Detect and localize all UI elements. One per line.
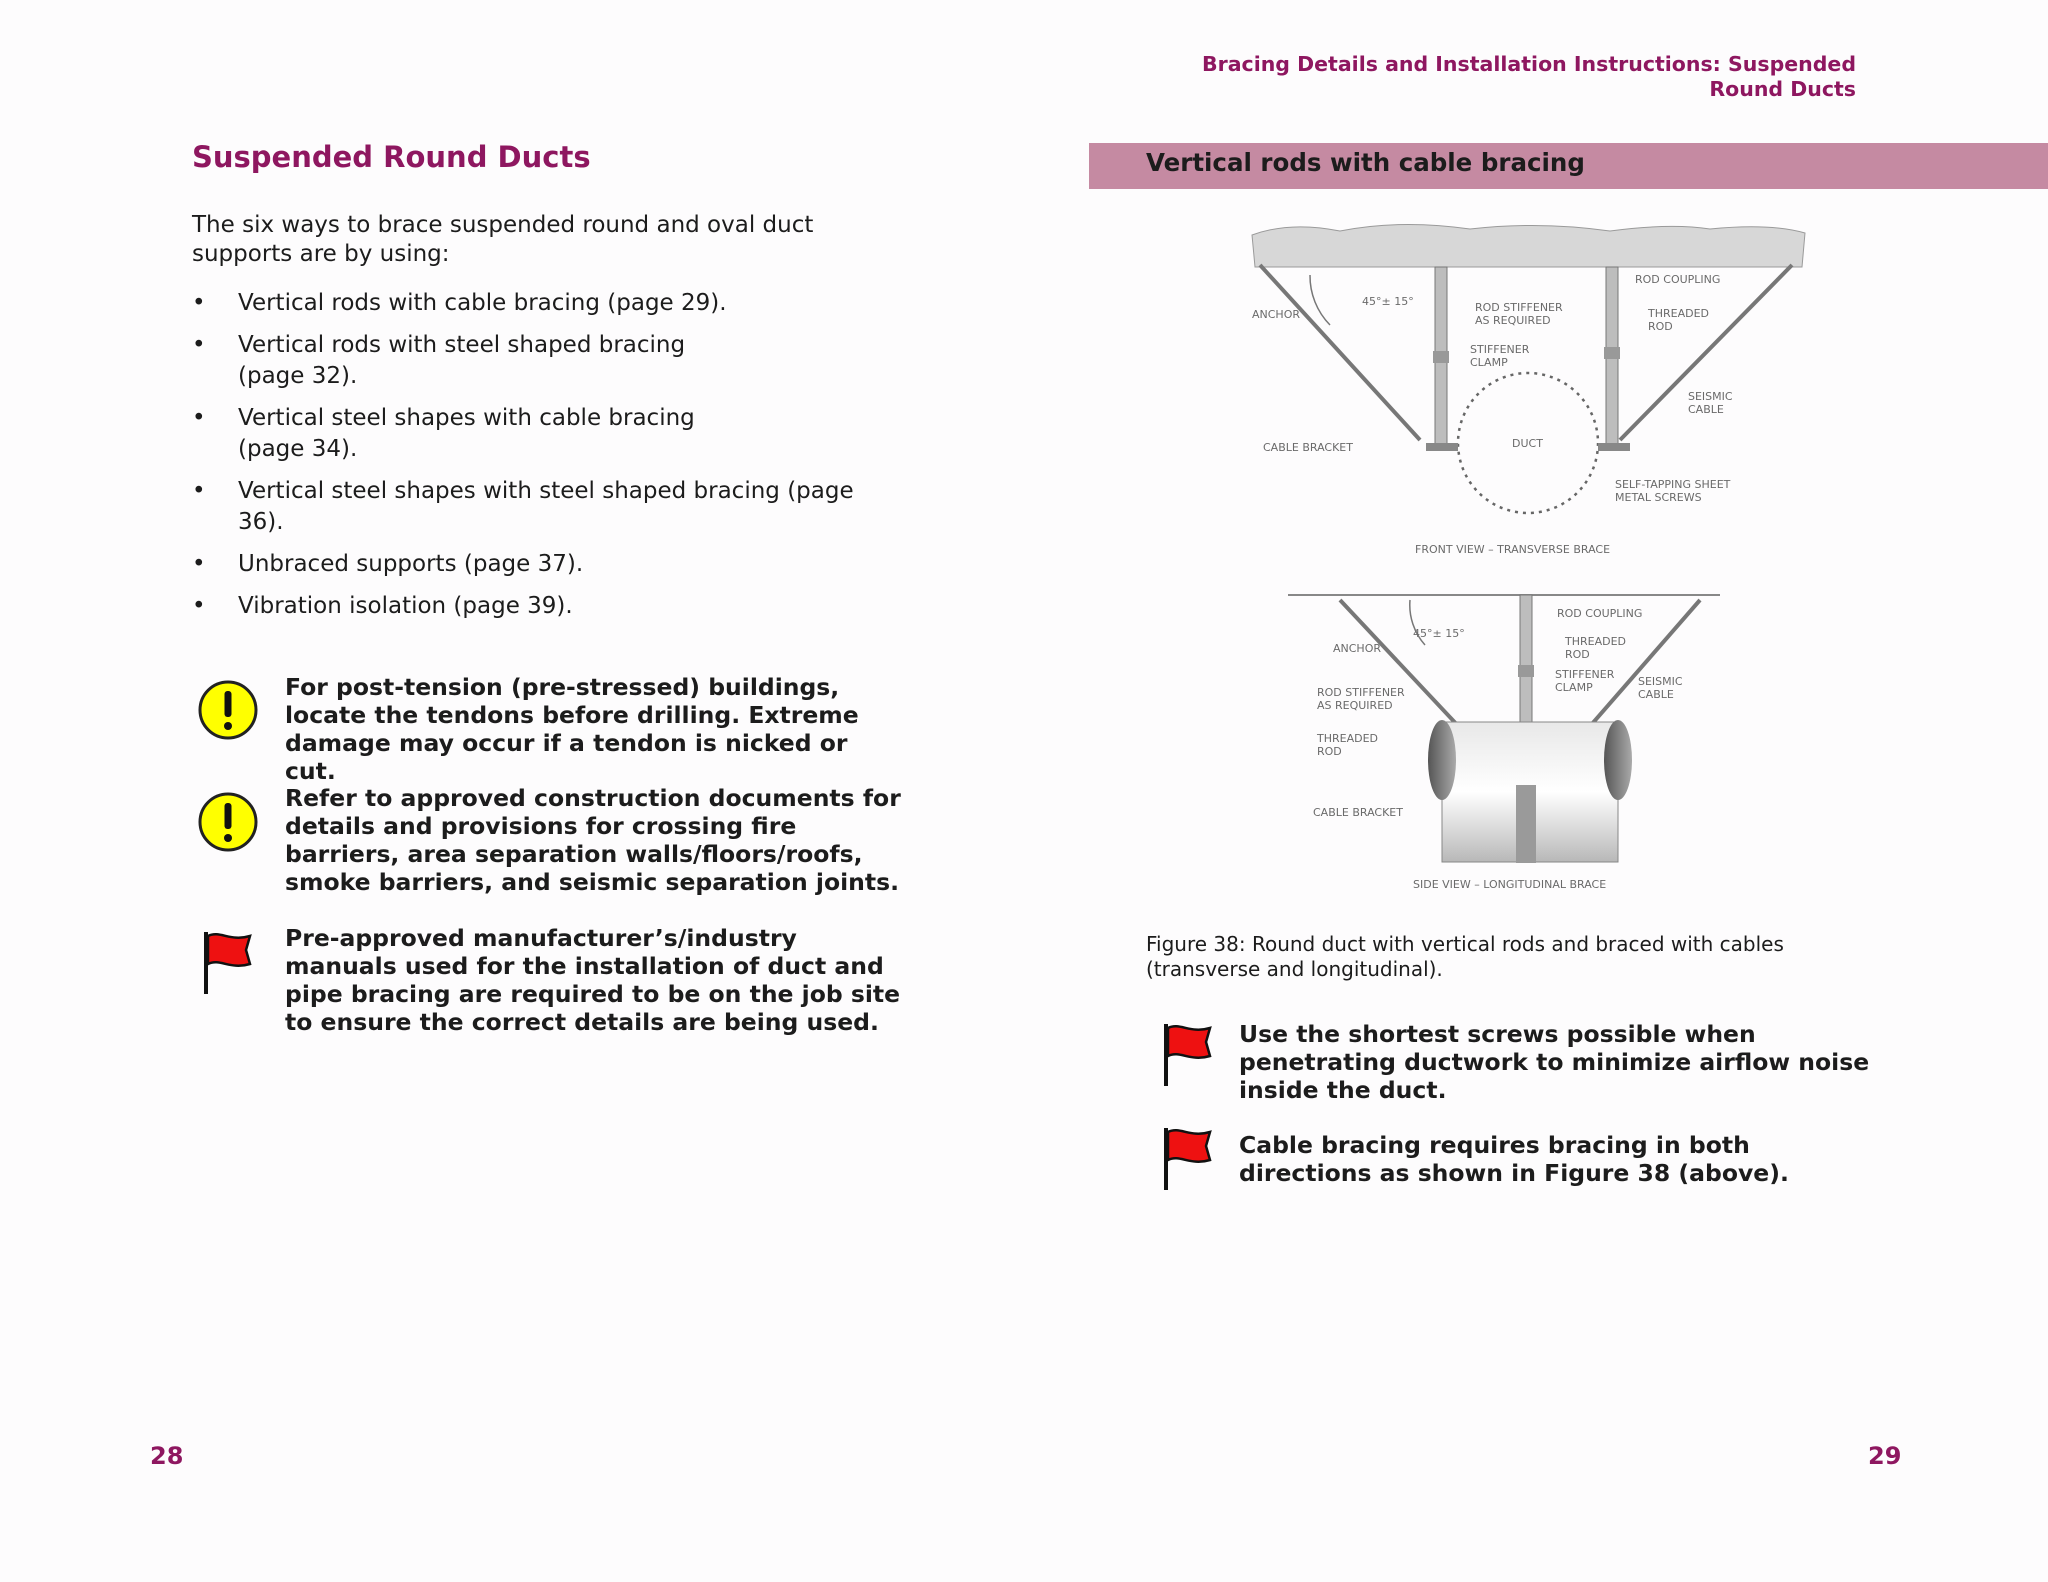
- bullet-icon: •: [192, 478, 206, 504]
- label-threaded-rod: THREADED: [1317, 732, 1378, 745]
- seismic-cable-left: [1260, 265, 1420, 440]
- label-stiffener-clamp: CLAMP: [1470, 356, 1508, 369]
- ceiling-slab: [1252, 224, 1805, 267]
- cable-bracket-left: [1426, 443, 1458, 451]
- duct-end: [1428, 720, 1456, 800]
- bullet-icon: •: [192, 405, 206, 431]
- label-seismic-cable: CABLE: [1638, 688, 1674, 701]
- list-item: [192, 591, 912, 622]
- intro-paragraph: The six ways to brace suspended round and oval duct supports are by using:: [192, 212, 814, 267]
- label-rod-stiffener: ROD STIFFENER: [1475, 301, 1563, 314]
- red-flag-icon: [1160, 1020, 1216, 1090]
- angle-arc: [1310, 275, 1330, 325]
- rod-coupling: [1604, 347, 1620, 359]
- list-item-line-1: Unbraced supports (page 37).: [238, 551, 584, 577]
- note-line: damage may occur if a tendon is nicked or cut.: [285, 729, 848, 785]
- label-stiffener-clamp: STIFFENER: [1555, 668, 1615, 681]
- list-item: [192, 549, 912, 580]
- note-post-tension: [285, 673, 905, 785]
- caption-line-1: Figure 38: Round duct with vertical rods and braced with cables: [1146, 932, 1784, 956]
- label-duct: DUCT: [1512, 437, 1543, 450]
- note-line: Use the shortest screws possible when: [1239, 1020, 1756, 1048]
- note-line: manuals used for the installation of duct and: [285, 952, 884, 980]
- front-view-title: FRONT VIEW – TRANSVERSE BRACE: [1415, 543, 1611, 556]
- red-flag-icon: [1160, 1124, 1216, 1194]
- page-number-left: 28: [150, 1442, 184, 1470]
- note-line: to ensure the correct details are being used.: [285, 1008, 879, 1036]
- label-rod-stiffener: AS REQUIRED: [1475, 314, 1551, 327]
- note-manufacturer-manuals: [285, 924, 905, 1036]
- list-item: [192, 330, 912, 392]
- label-threaded-rod: THREADED: [1648, 307, 1709, 320]
- running-header: [1096, 52, 1856, 102]
- band-title: Vertical rods with cable bracing: [1146, 148, 1585, 177]
- front-view: [1252, 224, 1805, 556]
- label-angle: 45°± 15°: [1413, 627, 1465, 640]
- list-item-line-1: Vertical steel shapes with cable bracing: [238, 405, 695, 431]
- list-item-line-1: Vertical rods with steel shaped bracing: [238, 332, 686, 358]
- label-stiffener-clamp: STIFFENER: [1470, 343, 1530, 356]
- note-line: Cable bracing requires bracing in both: [1239, 1131, 1750, 1159]
- duct-end: [1604, 720, 1632, 800]
- label-seismic-cable: SEISMIC: [1688, 390, 1733, 403]
- bracing-methods-list: [192, 288, 912, 633]
- note-line: barriers, area separation walls/floors/roofs,: [285, 840, 863, 868]
- note-line: penetrating ductwork to minimize airflow noise: [1239, 1048, 1870, 1076]
- label-threaded-rod: ROD: [1648, 320, 1673, 333]
- list-item: [192, 288, 912, 319]
- bullet-icon: •: [192, 551, 206, 577]
- list-item: [192, 403, 912, 465]
- note-line: directions as shown in Figure 38 (above).: [1239, 1159, 1789, 1187]
- red-flag-icon: [200, 928, 256, 998]
- label-cable-bracket: CABLE BRACKET: [1263, 441, 1353, 454]
- running-header-line-2: Round Ducts: [1709, 77, 1856, 101]
- list-item-line-1: Vertical rods with cable bracing (page 29).: [238, 290, 727, 316]
- note-line: locate the tendons before drilling. Extreme: [285, 701, 859, 729]
- list-item-line-1: Vertical steel shapes with steel shaped bracing (page: [238, 478, 854, 504]
- label-seismic-cable: CABLE: [1688, 403, 1724, 416]
- stiffener-clamp: [1433, 351, 1449, 363]
- running-header-line-1: Bracing Details and Installation Instructions: Suspended: [1201, 52, 1856, 76]
- side-view-title: SIDE VIEW – LONGITUDINAL BRACE: [1413, 878, 1607, 891]
- list-item-line-2: (page 32).: [238, 363, 358, 389]
- note-cable-bracing-directions: [1239, 1131, 1899, 1187]
- page-number-right: 29: [1868, 1442, 1902, 1470]
- label-rod-coupling: ROD COUPLING: [1557, 607, 1643, 620]
- label-rod-stiffener: AS REQUIRED: [1317, 699, 1393, 712]
- side-view: [1288, 595, 1720, 891]
- note-line: Pre-approved manufacturer’s/industry: [285, 924, 797, 952]
- label-screws: SELF-TAPPING SHEET: [1615, 478, 1731, 491]
- cable-bracket: [1516, 785, 1536, 863]
- label-screws: METAL SCREWS: [1615, 491, 1702, 504]
- label-angle: 45°± 15°: [1362, 295, 1414, 308]
- label-cable-bracket: CABLE BRACKET: [1313, 806, 1403, 819]
- note-construction-documents: [285, 784, 905, 896]
- label-threaded-rod: ROD: [1565, 648, 1590, 661]
- caption-line-2: (transverse and longitudinal).: [1146, 957, 1443, 981]
- bullet-icon: •: [192, 290, 206, 316]
- label-threaded-rod: THREADED: [1565, 635, 1626, 648]
- label-rod-coupling: ROD COUPLING: [1635, 273, 1721, 286]
- list-item-line-1: Vibration isolation (page 39).: [238, 593, 573, 619]
- warning-icon: [196, 678, 260, 742]
- figure-38-diagram: [1230, 215, 1830, 900]
- list-item-line-2: (page 34).: [238, 436, 358, 462]
- cable-bracket-right: [1598, 443, 1630, 451]
- list-item: [192, 476, 912, 538]
- note-line: For post-tension (pre-stressed) buildings,: [285, 673, 840, 701]
- warning-icon: [196, 790, 260, 854]
- label-rod-stiffener: ROD STIFFENER: [1317, 686, 1405, 699]
- note-line: pipe bracing are required to be on the job site: [285, 980, 901, 1008]
- label-seismic-cable: SEISMIC: [1638, 675, 1683, 688]
- bullet-icon: •: [192, 593, 206, 619]
- note-line: smoke barriers, and seismic separation joints.: [285, 868, 900, 896]
- list-item-line-2: 36).: [238, 509, 284, 535]
- note-shortest-screws: [1239, 1020, 1899, 1104]
- note-line: inside the duct.: [1239, 1076, 1447, 1104]
- label-stiffener-clamp: CLAMP: [1555, 681, 1593, 694]
- label-anchor: ANCHOR: [1333, 642, 1382, 655]
- note-line: details and provisions for crossing fire: [285, 812, 797, 840]
- label-anchor: ANCHOR: [1252, 308, 1301, 321]
- note-line: Refer to approved construction documents for: [285, 784, 901, 812]
- label-threaded-rod: ROD: [1317, 745, 1342, 758]
- bullet-icon: •: [192, 332, 206, 358]
- stiffener-clamp: [1518, 665, 1534, 677]
- figure-caption: [1146, 932, 1866, 982]
- section-title: Suspended Round Ducts: [192, 140, 591, 174]
